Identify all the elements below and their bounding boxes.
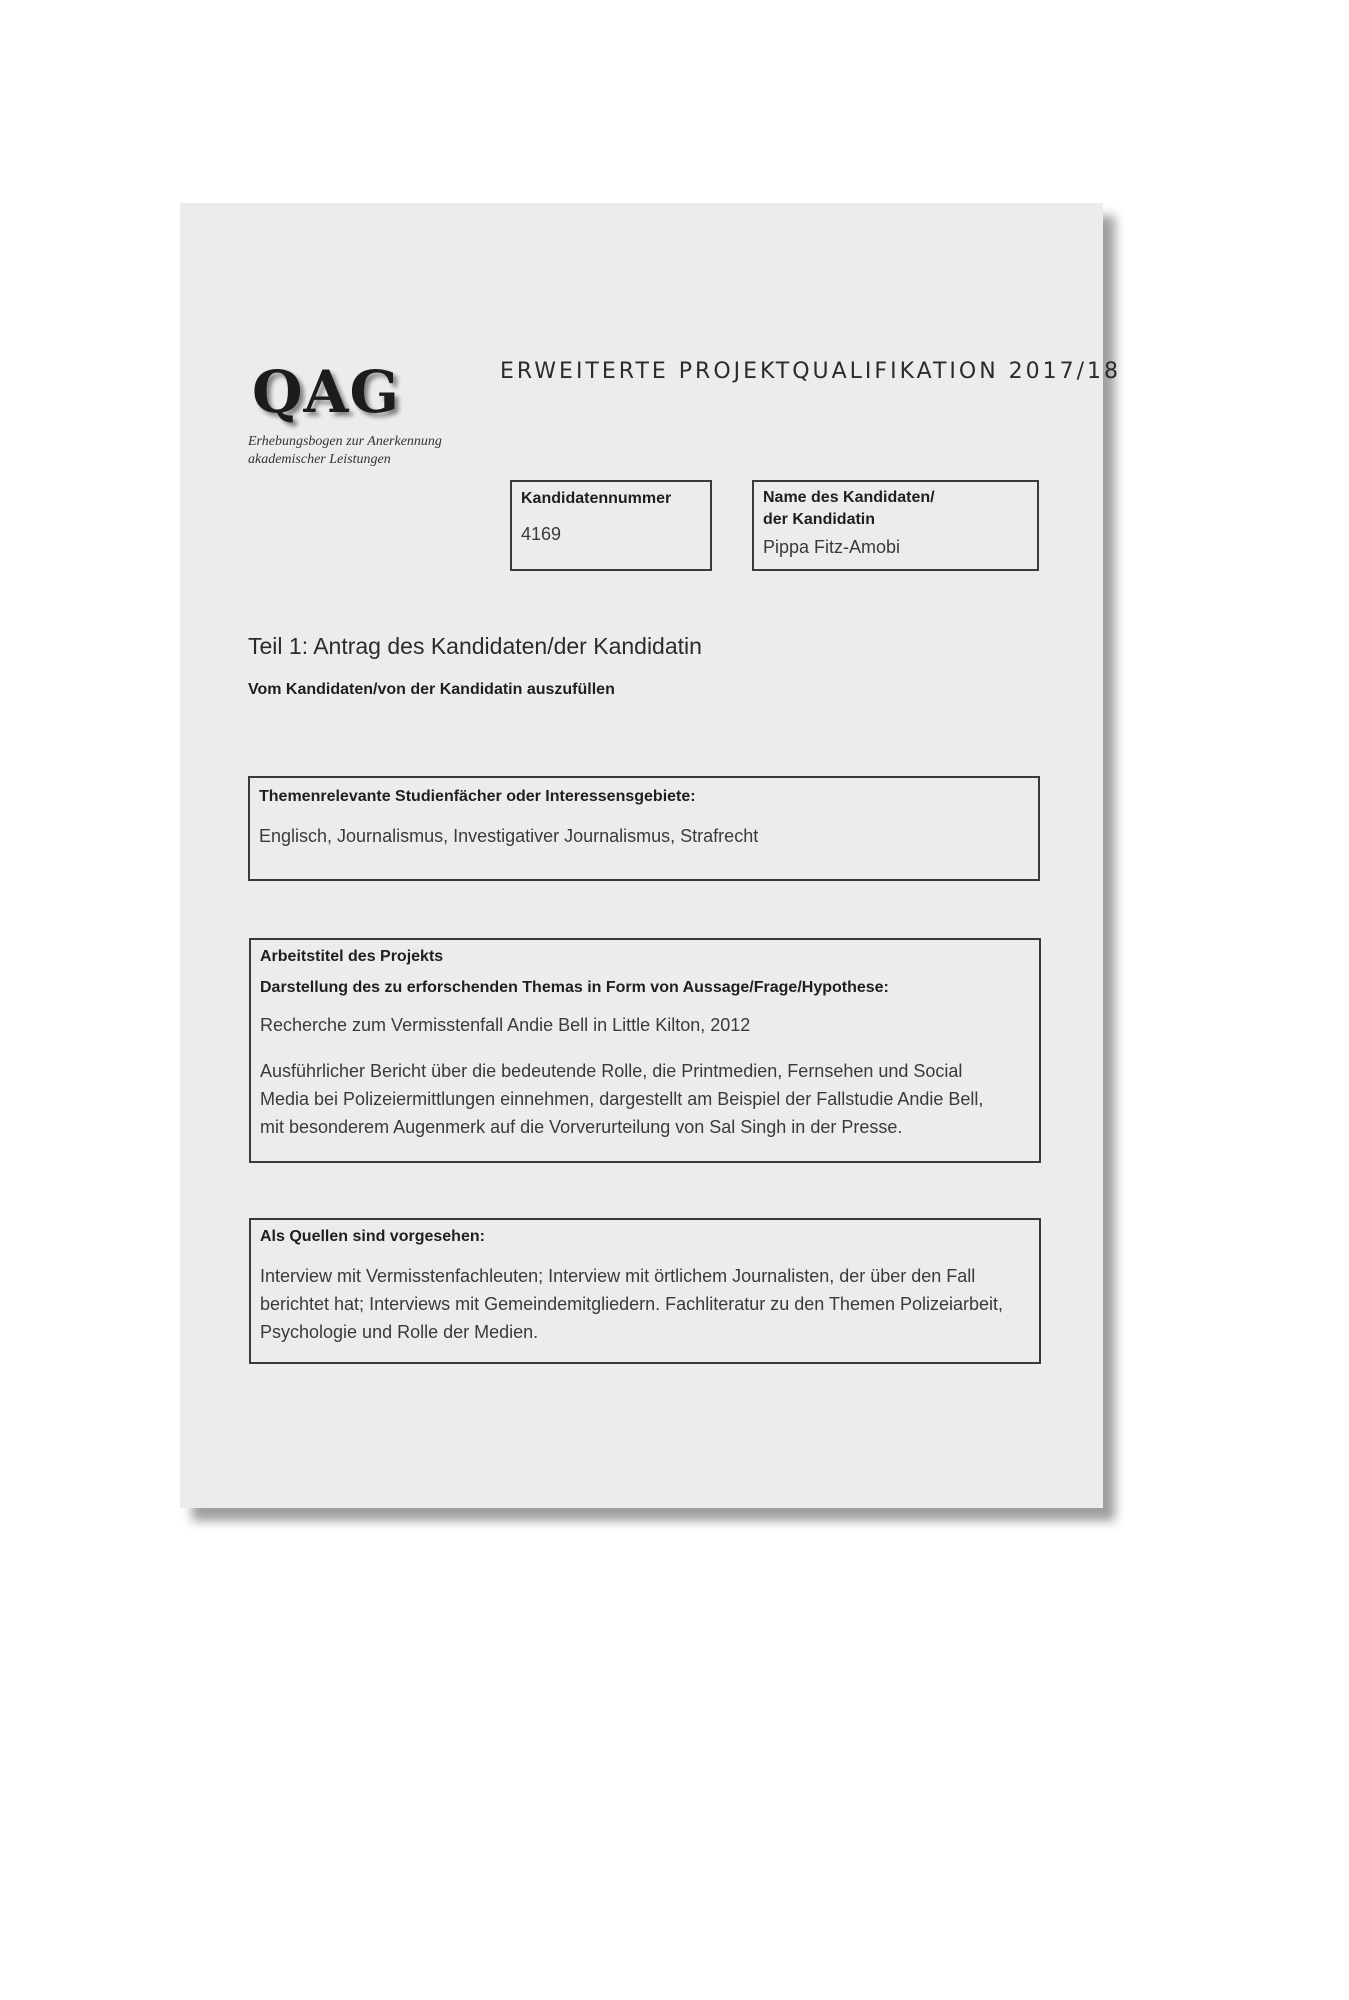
- candidate-name-label-line-2: der Kandidatin: [763, 511, 876, 528]
- project-title-label: Arbeitstitel des Projekts: [260, 948, 444, 965]
- candidate-name-value: Pippa Fitz-Amobi: [763, 537, 901, 557]
- logo-subtitle-line-1: Erhebungsbogen zur Anerkennung: [248, 434, 442, 449]
- sources-line-1: Interview mit Vermisstenfachleuten; Interview mit örtlichem Journalisten, der über den Fall: [260, 1266, 976, 1286]
- candidate-number-value: 4169: [521, 524, 562, 544]
- section-title: Teil 1: Antrag des Kandidaten/der Kandidatin: [248, 633, 702, 659]
- subjects-value: Englisch, Journalismus, Investigativer Journalismus, Strafrecht: [259, 826, 759, 846]
- project-description-line-2: Media bei Polizeiermittlungen einnehmen, dargestellt am Beispiel der Fallstudie Andie Bell,: [260, 1089, 984, 1109]
- candidate-number-box: [510, 480, 712, 571]
- project-description-line-3: mit besonderem Augenmerk auf die Vorverurteilung von Sal Singh in der Presse.: [260, 1117, 903, 1137]
- subjects-box: [248, 776, 1040, 881]
- sources-text: [260, 1262, 1030, 1346]
- document-page: [180, 203, 1122, 1508]
- project-description-line-1: Ausführlicher Bericht über die bedeutende Rolle, die Printmedien, Fernsehen und Social: [260, 1061, 963, 1081]
- project-description-label: Darstellung des zu erforschenden Themas in Form von Aussage/Frage/Hypothese:: [260, 979, 889, 996]
- candidate-name-box: [752, 480, 1039, 571]
- subjects-label: Themenrelevante Studienfächer oder Interessensgebiete:: [259, 788, 696, 805]
- project-description: [260, 1057, 1030, 1141]
- sources-label: Als Quellen sind vorgesehen:: [260, 1228, 485, 1245]
- logo-subtitle: [248, 433, 548, 469]
- sources-box: [249, 1218, 1041, 1364]
- project-working-title: Recherche zum Vermisstenfall Andie Bell in Little Kilton, 2012: [260, 1015, 751, 1035]
- project-title-box: [249, 938, 1041, 1163]
- logo-subtitle-line-2: akademischer Leistungen: [248, 452, 391, 467]
- candidate-name-label: [763, 487, 1028, 531]
- document-heading: ERWEITERTE PROJEKTQUALIFIKATION 2017/18: [500, 359, 1122, 384]
- sources-line-2: berichtet hat; Interviews mit Gemeindemitgliedern. Fachliteratur zu den Themen Polizeiarbeit,: [260, 1294, 1004, 1314]
- section-subtitle: Vom Kandidaten/von der Kandidatin auszufüllen: [248, 681, 615, 698]
- sources-line-3: Psychologie und Rolle der Medien.: [260, 1322, 539, 1342]
- candidate-name-label-line-1: Name des Kandidaten/: [763, 489, 935, 506]
- logo-mark: QAG: [252, 358, 401, 426]
- candidate-number-label: Kandidatennummer: [521, 490, 672, 507]
